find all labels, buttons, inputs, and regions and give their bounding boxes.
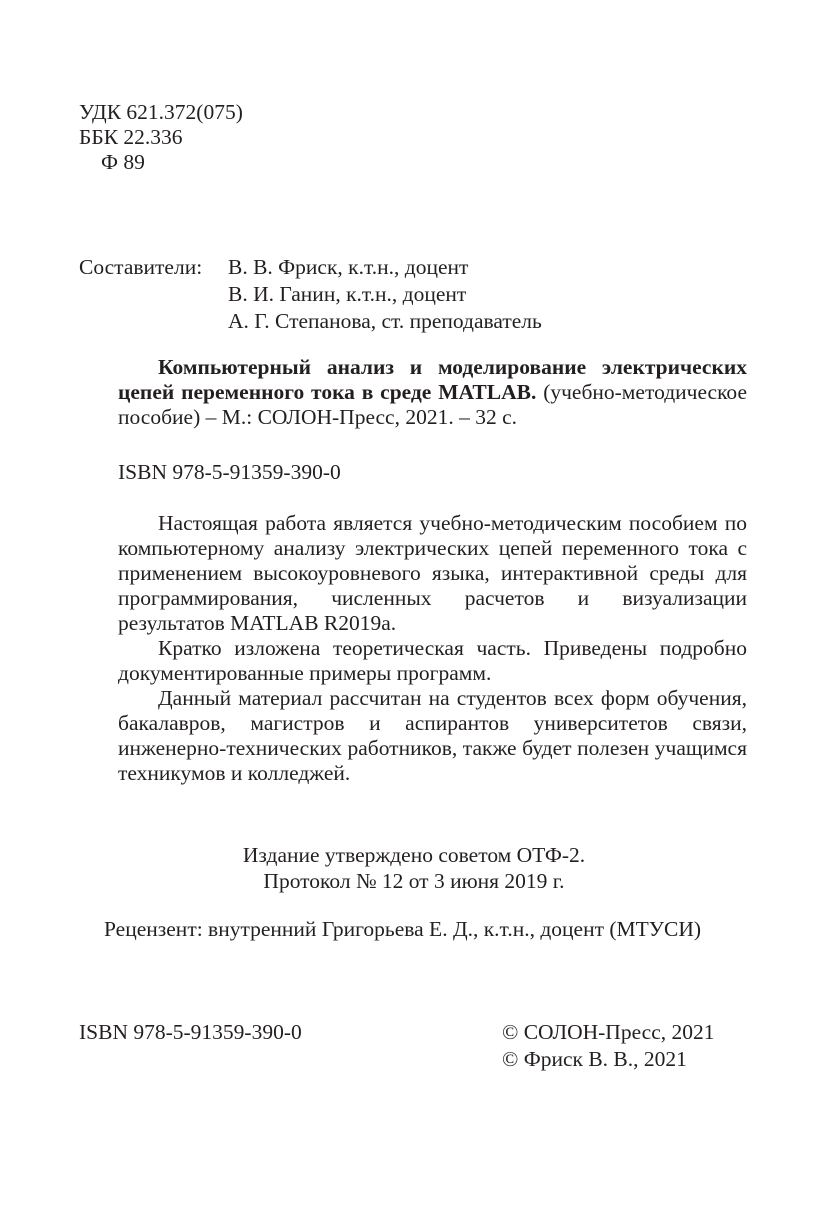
- reviewer-line: Рецензент: внутренний Григорьева Е. Д., к.т.н., доцент (МТУСИ): [104, 917, 702, 941]
- annotation-paragraph: Настоящая работа является учебно-методическим пособием по компьютерному анализу электрических цепей переменного тока с применением высокоуровневого языка, интерактивной среды для программирования, численных расчетов и визуализации результатов MATLAB R2019a.: [118, 511, 747, 635]
- bbk-code: ББК 22.336: [79, 125, 183, 149]
- author-sign: Ф 89: [101, 150, 145, 174]
- copyright-block: [502, 1020, 715, 1074]
- annotation-paragraph: Данный материал рассчитан на студентов всех форм обучения, бакалавров, магистров и аспирантов университетов связи, инженерно-технических работников, также будет полезен учащимся техникумов и колледжей.: [118, 686, 747, 785]
- compiler-name: В. И. Ганин, к.т.н., доцент: [228, 282, 467, 306]
- approval-line: Издание утверждено советом ОТФ-2.: [242, 843, 586, 867]
- protocol-line: Протокол № 12 от 3 июня 2019 г.: [263, 869, 565, 893]
- annotation-paragraph: Кратко изложена теоретическая часть. Приведены подробно документированные примеры программ.: [118, 636, 747, 685]
- book-title: Компьютерный анализ и моделирование электрических цепей переменного тока в среде MATLAB.: [118, 355, 747, 404]
- compilers-label: Составители:: [79, 255, 203, 279]
- classification-block: [79, 100, 243, 175]
- compilers-block: [79, 255, 542, 336]
- isbn-bottom: ISBN 978-5-91359-390-0: [79, 1020, 302, 1044]
- udk-code: УДК 621.372(075): [79, 100, 243, 124]
- publication-details: (учебно-методическое пособие) – М.: СОЛОН-Пресс, 2021. – 32 с.: [118, 380, 747, 429]
- copyright-author: © Фриск В. В., 2021: [502, 1047, 687, 1071]
- copyright-publisher: © СОЛОН-Пресс, 2021: [502, 1020, 715, 1044]
- compiler-name: В. В. Фриск, к.т.н., доцент: [228, 255, 469, 279]
- isbn-top: ISBN 978-5-91359-390-0: [118, 460, 341, 484]
- bibliographic-description: [118, 355, 747, 430]
- annotation: [118, 511, 747, 786]
- compiler-name: А. Г. Степанова, ст. преподаватель: [228, 309, 542, 333]
- approval-block: [0, 843, 828, 895]
